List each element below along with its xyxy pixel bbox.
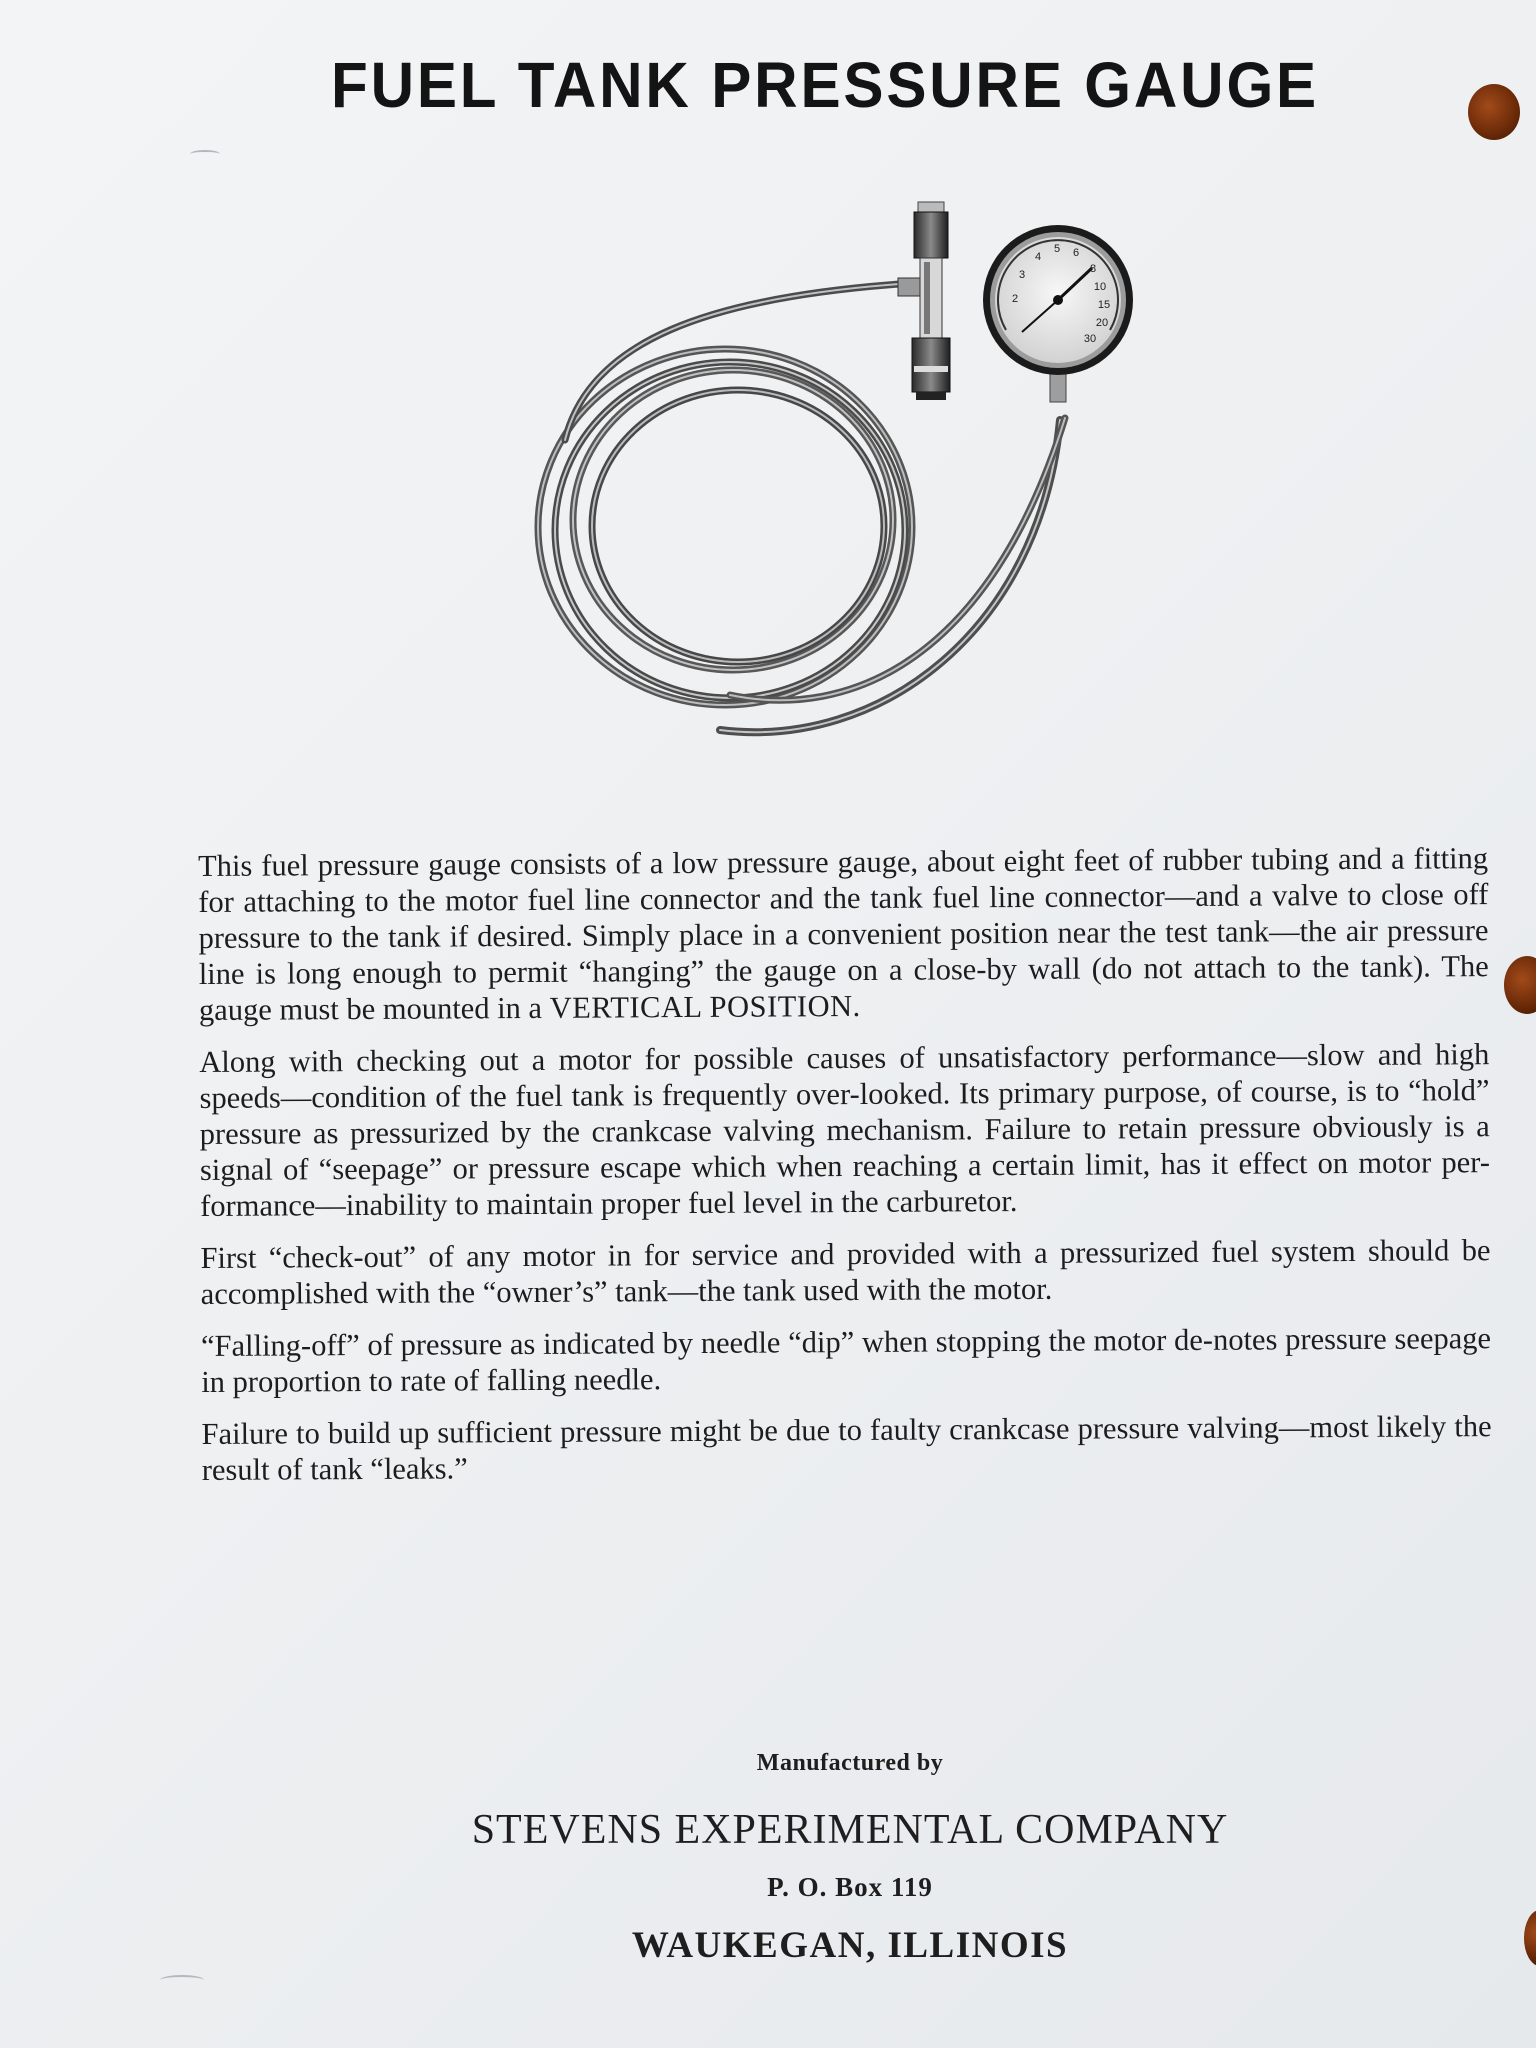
dial-number: 6 xyxy=(1072,247,1080,259)
gauge-photo xyxy=(520,190,1140,790)
dial-number: 20 xyxy=(1095,317,1109,329)
dial-number: 15 xyxy=(1097,299,1111,311)
po-box: P. O. Box 119 xyxy=(767,1872,933,1902)
binder-hole xyxy=(1468,84,1520,140)
paragraph: Failure to build up sufficient pressure might be due to faulty crankcase pressure valving—most likely the result of tank “leaks.” xyxy=(201,1409,1492,1487)
company-city: WAUKEGAN, ILLINOIS xyxy=(631,1925,1069,1966)
company-name: STEVENS EXPERIMENTAL COMPANY xyxy=(471,1807,1229,1853)
rubber-tubing-coil xyxy=(538,284,1065,732)
dial-number: 4 xyxy=(1034,251,1042,263)
paragraph: “Falling-off” of pressure as indicated by needle “dip” when stopping the motor de-notes pressure seepage in proportion to rate of falling needle. xyxy=(200,1321,1492,1399)
body-text xyxy=(198,840,1492,1504)
emphasis-text: VERTICAL POSITION. xyxy=(549,988,861,1025)
paragraph xyxy=(198,840,1489,1028)
dial-number: 3 xyxy=(1018,269,1026,281)
binder-hole xyxy=(1504,956,1536,1014)
dial-number: 5 xyxy=(1053,243,1061,255)
paragraph: First “check-out” of any motor in for service and provided with a pressurized fuel system should be accomplished with the “owner’s” tank—the tank used with the motor. xyxy=(200,1233,1491,1311)
manufactured-by-label: Manufactured by xyxy=(756,1750,944,1776)
pressure-gauge-dial xyxy=(983,225,1133,402)
fuel-line-fitting xyxy=(898,202,950,400)
dial-number: 2 xyxy=(1011,293,1019,305)
dial-number: 10 xyxy=(1093,281,1107,293)
paper-mark xyxy=(160,1975,204,1985)
dial-number: 8 xyxy=(1089,263,1097,275)
dial-number: 30 xyxy=(1083,333,1097,345)
page-title: FUEL TANK PRESSURE GAUGE xyxy=(331,49,1319,121)
paragraph: Along with checking out a motor for possible causes of unsatisfactory performance—slow and high speeds—condition of the fuel tank is frequently over-looked. Its primary purpose, of course, is to “hold” pressure as pressurized by the crankcase valving mechanism. Failure to retain pressure obviously is a signal of “seepage” or pressure escape which when reaching a certain limit, has it effect on motor per-formance—inability to maintain proper fuel level in the carburetor. xyxy=(199,1037,1491,1223)
paper-mark xyxy=(190,150,220,158)
paragraph-text: This fuel pressure gauge consists of a low pressure gauge, about eight feet of rubber tubing and a fitting for attaching to the motor fuel line connector and the tank fuel line connector—and a valve to close off pressure to the tank if desired. Simply place in a convenient position near the test tank—the air pressure line is long enough to permit “hanging” the gauge on a close-by wall (do not attach to the tank). The gauge must be mounted in a xyxy=(198,841,1489,1027)
